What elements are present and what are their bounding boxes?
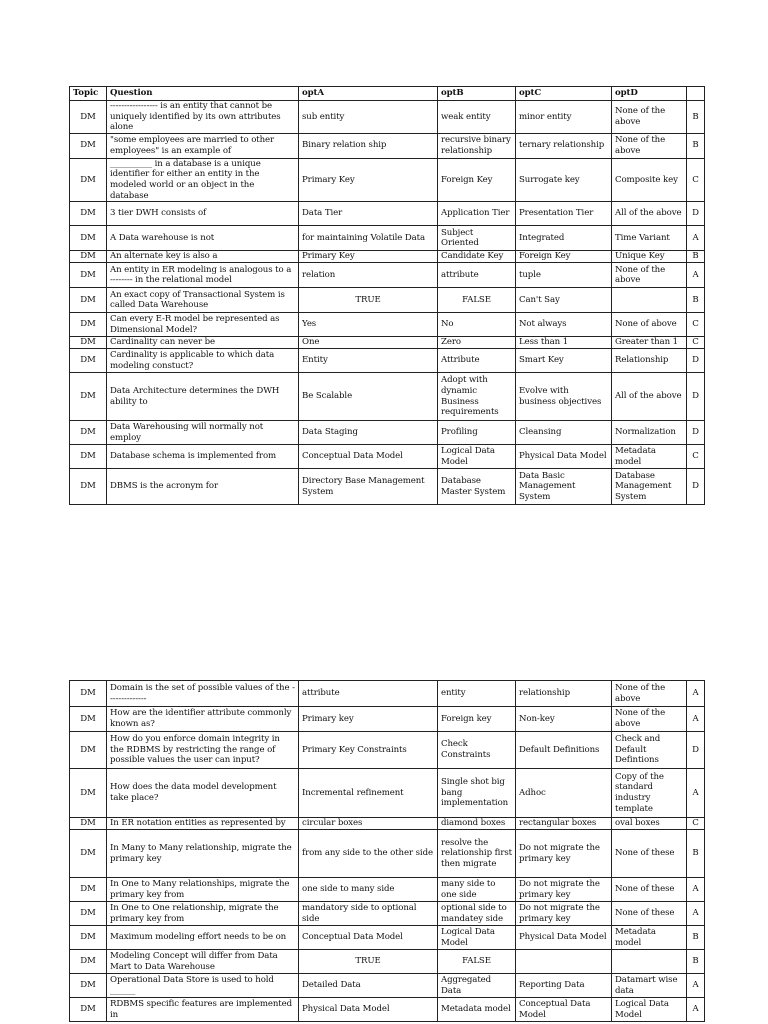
opt-a-cell: Data Staging (299, 421, 438, 445)
opt-a-cell: TRUE (299, 950, 438, 974)
opt-b-cell: Attribute (438, 349, 516, 373)
opt-b-cell: attribute (438, 263, 516, 288)
topic-cell: DM (70, 732, 107, 769)
question-table-1 (69, 86, 705, 505)
opt-b-cell: Foreign key (438, 707, 516, 732)
question-cell: How are the identifier attribute commonly known as? (107, 707, 299, 732)
topic-cell: DM (70, 251, 107, 263)
opt-a-cell: Primary Key (299, 158, 438, 201)
answer-cell: D (687, 469, 705, 505)
opt-d-cell: Metadata model (612, 445, 687, 469)
table-row (70, 133, 705, 158)
topic-cell: DM (70, 133, 107, 158)
opt-a-cell: from any side to the other side (299, 830, 438, 878)
answer-cell: D (687, 349, 705, 373)
opt-a-cell: Conceptual Data Model (299, 445, 438, 469)
answer-cell: C (687, 445, 705, 469)
answer-cell: B (687, 101, 705, 134)
opt-b-cell: Metadata model (438, 998, 516, 1022)
question-cell: An exact copy of Transactional System is called Data Warehouse (107, 288, 299, 313)
opt-b-cell: Adopt with dynamic Business requirements (438, 373, 516, 421)
opt-d-cell: Copy of the standard industry template (612, 769, 687, 818)
topic-cell: DM (70, 226, 107, 251)
opt-c-cell: Cleansing (516, 421, 612, 445)
opt-b-cell: Aggregated Data (438, 974, 516, 998)
question-cell: A Data warehouse is not (107, 226, 299, 251)
table-row (70, 818, 705, 830)
opt-a-cell: relation (299, 263, 438, 288)
opt-a-cell: Primary key (299, 707, 438, 732)
opt-b-cell: many side to one side (438, 878, 516, 902)
opt-b-cell: Application Tier (438, 202, 516, 226)
answer-cell: D (687, 421, 705, 445)
answer-cell: A (687, 902, 705, 926)
opt-d-cell: None of the above (612, 263, 687, 288)
table-row (70, 926, 705, 950)
answer-cell: B (687, 288, 705, 313)
answer-cell: C (687, 158, 705, 201)
table-row (70, 878, 705, 902)
opt-d-cell: Normalization (612, 421, 687, 445)
opt-c-cell: Physical Data Model (516, 445, 612, 469)
topic-cell: DM (70, 158, 107, 201)
table-row (70, 998, 705, 1022)
topic-cell: DM (70, 349, 107, 373)
opt-c-cell: minor entity (516, 101, 612, 134)
opt-d-cell: None of the above (612, 707, 687, 732)
opt-c-cell: relationship (516, 681, 612, 707)
opt-a-cell: TRUE (299, 288, 438, 313)
opt-a-cell: Entity (299, 349, 438, 373)
opt-b-cell: No (438, 313, 516, 337)
topic-cell: DM (70, 769, 107, 818)
opt-c-cell: tuple (516, 263, 612, 288)
opt-c-cell: Not always (516, 313, 612, 337)
opt-c-cell: Smart Key (516, 349, 612, 373)
question-cell: Data Warehousing will normally not employ (107, 421, 299, 445)
opt-d-cell: Composite key (612, 158, 687, 201)
question-cell: How do you enforce domain integrity in the RDBMS by restricting the range of possible values the user can input? (107, 732, 299, 769)
table-row (70, 373, 705, 421)
opt-d-cell (612, 288, 687, 313)
opt-a-cell: sub entity (299, 101, 438, 134)
answer-cell: B (687, 950, 705, 974)
topic-cell: DM (70, 950, 107, 974)
opt-d-cell: None of above (612, 313, 687, 337)
question-cell: "some employees are married to other employees" is an example of (107, 133, 299, 158)
opt-d-cell: All of the above (612, 373, 687, 421)
question-cell: Modeling Concept will differ from Data Mart to Data Warehouse (107, 950, 299, 974)
topic-cell: DM (70, 707, 107, 732)
question-cell: 3 tier DWH consists of (107, 202, 299, 226)
opt-a-cell: Directory Base Management System (299, 469, 438, 505)
opt-c-cell (516, 950, 612, 974)
opt-d-cell: None of the above (612, 101, 687, 134)
table-row (70, 681, 705, 707)
opt-a-cell: Binary relation ship (299, 133, 438, 158)
answer-cell: A (687, 974, 705, 998)
topic-cell: DM (70, 263, 107, 288)
opt-d-cell: All of the above (612, 202, 687, 226)
opt-a-cell: Primary Key (299, 251, 438, 263)
opt-b-cell: optional side to mandatey side (438, 902, 516, 926)
table-row (70, 101, 705, 134)
question-cell: Can every E-R model be represented as Dimensional Model? (107, 313, 299, 337)
topic-cell: DM (70, 445, 107, 469)
opt-d-cell: None of these (612, 878, 687, 902)
table-row (70, 313, 705, 337)
opt-b-cell: Foreign Key (438, 158, 516, 201)
question-cell: Cardinality is applicable to which data modeling constuct? (107, 349, 299, 373)
opt-c-cell: Adhoc (516, 769, 612, 818)
opt-a-cell: Physical Data Model (299, 998, 438, 1022)
answer-cell: D (687, 373, 705, 421)
header-topic: Topic (70, 87, 107, 101)
question-cell: An alternate key is also a (107, 251, 299, 263)
opt-d-cell: oval boxes (612, 818, 687, 830)
opt-b-cell: Logical Data Model (438, 926, 516, 950)
table-row (70, 769, 705, 818)
answer-cell: A (687, 707, 705, 732)
opt-b-cell: resolve the relationship first then migrate (438, 830, 516, 878)
topic-cell: DM (70, 902, 107, 926)
table-row (70, 288, 705, 313)
opt-c-cell: Non-key (516, 707, 612, 732)
topic-cell: DM (70, 974, 107, 998)
question-cell: In One to Many relationships, migrate the primary key from (107, 878, 299, 902)
opt-c-cell: Reporting Data (516, 974, 612, 998)
answer-cell: A (687, 263, 705, 288)
opt-b-cell: Profiling (438, 421, 516, 445)
question-cell: In ER notation entities as represented by (107, 818, 299, 830)
opt-c-cell: Evolve with business objectives (516, 373, 612, 421)
question-cell: Cardinality can never be (107, 337, 299, 349)
opt-c-cell: ternary relationship (516, 133, 612, 158)
table-row (70, 469, 705, 505)
opt-b-cell: Check Constraints (438, 732, 516, 769)
opt-a-cell: Be Scalable (299, 373, 438, 421)
opt-a-cell: attribute (299, 681, 438, 707)
opt-c-cell: Can't Say (516, 288, 612, 313)
answer-cell: A (687, 681, 705, 707)
opt-a-cell: Incremental refinement (299, 769, 438, 818)
answer-cell: B (687, 830, 705, 878)
answer-cell: A (687, 878, 705, 902)
table-row (70, 732, 705, 769)
opt-c-cell: Less than 1 (516, 337, 612, 349)
header-optc: optC (516, 87, 612, 101)
opt-a-cell: Data Tier (299, 202, 438, 226)
opt-d-cell: Unique Key (612, 251, 687, 263)
topic-cell: DM (70, 998, 107, 1022)
header-optb: optB (438, 87, 516, 101)
opt-c-cell: Integrated (516, 226, 612, 251)
question-cell: How does the data model development take place? (107, 769, 299, 818)
topic-cell: DM (70, 337, 107, 349)
table-row (70, 830, 705, 878)
answer-cell: A (687, 998, 705, 1022)
topic-cell: DM (70, 878, 107, 902)
question-cell: Database schema is implemented from (107, 445, 299, 469)
table-row (70, 707, 705, 732)
header-question: Question (107, 87, 299, 101)
opt-a-cell: Detailed Data (299, 974, 438, 998)
opt-a-cell: Primary Key Constraints (299, 732, 438, 769)
topic-cell: DM (70, 373, 107, 421)
table-row (70, 950, 705, 974)
answer-cell: B (687, 926, 705, 950)
answer-cell: C (687, 313, 705, 337)
topic-cell: DM (70, 202, 107, 226)
question-table-2 (69, 680, 705, 1022)
opt-c-cell: Do not migrate the primary key (516, 902, 612, 926)
answer-cell: C (687, 337, 705, 349)
opt-d-cell: Logical Data Model (612, 998, 687, 1022)
opt-a-cell: circular boxes (299, 818, 438, 830)
table-row (70, 445, 705, 469)
table-row (70, 263, 705, 288)
answer-cell: C (687, 818, 705, 830)
topic-cell: DM (70, 101, 107, 134)
answer-cell: A (687, 226, 705, 251)
opt-a-cell: mandatory side to optional side (299, 902, 438, 926)
table-row (70, 251, 705, 263)
opt-b-cell: Candidate Key (438, 251, 516, 263)
opt-d-cell: None of the above (612, 681, 687, 707)
opt-a-cell: One (299, 337, 438, 349)
topic-cell: DM (70, 313, 107, 337)
opt-d-cell: Database Management System (612, 469, 687, 505)
table-row (70, 421, 705, 445)
topic-cell: DM (70, 288, 107, 313)
opt-b-cell: weak entity (438, 101, 516, 134)
opt-d-cell: Metadata model (612, 926, 687, 950)
answer-cell: A (687, 769, 705, 818)
opt-a-cell: for maintaining Volatile Data (299, 226, 438, 251)
header-optd: optD (612, 87, 687, 101)
opt-d-cell: Greater than 1 (612, 337, 687, 349)
answer-cell: B (687, 251, 705, 263)
opt-b-cell: Logical Data Model (438, 445, 516, 469)
opt-d-cell: Check and Default Defintions (612, 732, 687, 769)
topic-cell: DM (70, 681, 107, 707)
opt-b-cell: Zero (438, 337, 516, 349)
question-cell: __________ in a database is a unique identifier for either an entity in the modeled world or an object in the database (107, 158, 299, 201)
opt-d-cell: Datamart wise data (612, 974, 687, 998)
opt-b-cell: diamond boxes (438, 818, 516, 830)
opt-c-cell: Default Definitions (516, 732, 612, 769)
opt-d-cell: Relationship (612, 349, 687, 373)
question-cell: In Many to Many relationship, migrate the primary key (107, 830, 299, 878)
opt-c-cell: Data Basic Management System (516, 469, 612, 505)
question-cell: Maximum modeling effort needs to be on (107, 926, 299, 950)
topic-cell: DM (70, 421, 107, 445)
table-row (70, 974, 705, 998)
opt-a-cell: Yes (299, 313, 438, 337)
opt-c-cell: Do not migrate the primary key (516, 878, 612, 902)
opt-a-cell: one side to many side (299, 878, 438, 902)
question-cell: ----------------- is an entity that cannot be uniquely identified by its own attributes alone (107, 101, 299, 134)
topic-cell: DM (70, 830, 107, 878)
answer-cell: D (687, 732, 705, 769)
table-header-row (70, 87, 705, 101)
topic-cell: DM (70, 926, 107, 950)
question-cell: In One to One relationship, migrate the primary key from (107, 902, 299, 926)
question-cell: An entity in ER modeling is analogous to a -------- in the relational model (107, 263, 299, 288)
question-cell: Data Architecture determines the DWH ability to (107, 373, 299, 421)
opt-d-cell: None of these (612, 902, 687, 926)
table-row (70, 902, 705, 926)
opt-c-cell: rectangular boxes (516, 818, 612, 830)
question-cell: DBMS is the acronym for (107, 469, 299, 505)
table-row (70, 226, 705, 251)
table-row (70, 349, 705, 373)
question-cell: Domain is the set of possible values of the -------------- (107, 681, 299, 707)
question-cell: Operational Data Store is used to hold ______ (107, 974, 299, 998)
opt-d-cell: Time Variant (612, 226, 687, 251)
question-cell: RDBMS specific features are implemented in (107, 998, 299, 1022)
answer-cell: B (687, 133, 705, 158)
header-answer (687, 87, 705, 101)
topic-cell: DM (70, 469, 107, 505)
opt-b-cell: Subject Oriented (438, 226, 516, 251)
opt-d-cell: None of these (612, 830, 687, 878)
opt-d-cell: None of the above (612, 133, 687, 158)
opt-c-cell: Conceptual Data Model (516, 998, 612, 1022)
header-opta: optA (299, 87, 438, 101)
opt-b-cell: entity (438, 681, 516, 707)
opt-c-cell: Surrogate key (516, 158, 612, 201)
opt-c-cell: Physical Data Model (516, 926, 612, 950)
answer-cell: D (687, 202, 705, 226)
opt-b-cell: FALSE (438, 288, 516, 313)
opt-c-cell: Do not migrate the primary key (516, 830, 612, 878)
table-row (70, 202, 705, 226)
opt-b-cell: FALSE (438, 950, 516, 974)
opt-b-cell: recursive binary relationship (438, 133, 516, 158)
opt-b-cell: Single shot big bang implementation (438, 769, 516, 818)
table-row (70, 337, 705, 349)
opt-d-cell (612, 950, 687, 974)
opt-c-cell: Foreign Key (516, 251, 612, 263)
opt-c-cell: Presentation Tier (516, 202, 612, 226)
table-row (70, 158, 705, 201)
opt-a-cell: Conceptual Data Model (299, 926, 438, 950)
topic-cell: DM (70, 818, 107, 830)
opt-b-cell: Database Master System (438, 469, 516, 505)
